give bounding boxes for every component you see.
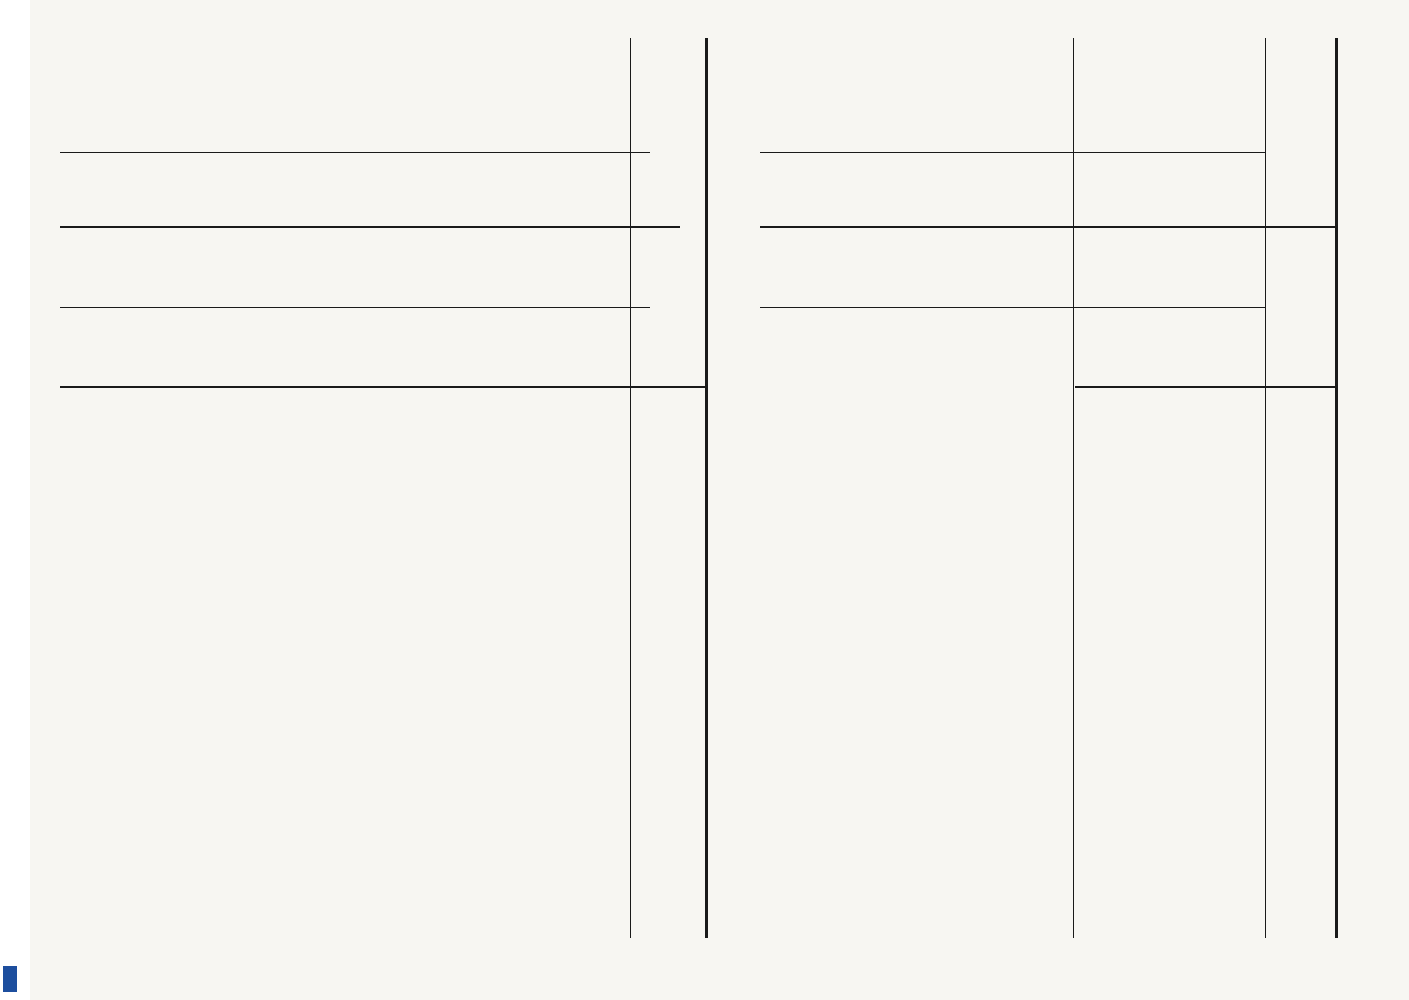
bottom-table-rule-header [630,38,631,938]
top-col-rule-4 [760,152,1265,153]
bottom-col-rule-1 [60,386,705,388]
page-header [1345,923,1369,938]
bottom-col-rule-3 [60,226,680,228]
top-col-rule-3 [760,226,1335,228]
bottom-table-rule-top [705,38,708,938]
bottom-col-rule-4 [60,152,650,153]
top-table-rule-header [1265,38,1266,938]
bottom-col-rule-2 [60,307,650,308]
top-table-rule-section [1073,38,1074,938]
top-col-rule-2 [760,307,1265,308]
top-table-rule-top [1335,38,1338,938]
top-col-rule-1 [1075,386,1335,388]
